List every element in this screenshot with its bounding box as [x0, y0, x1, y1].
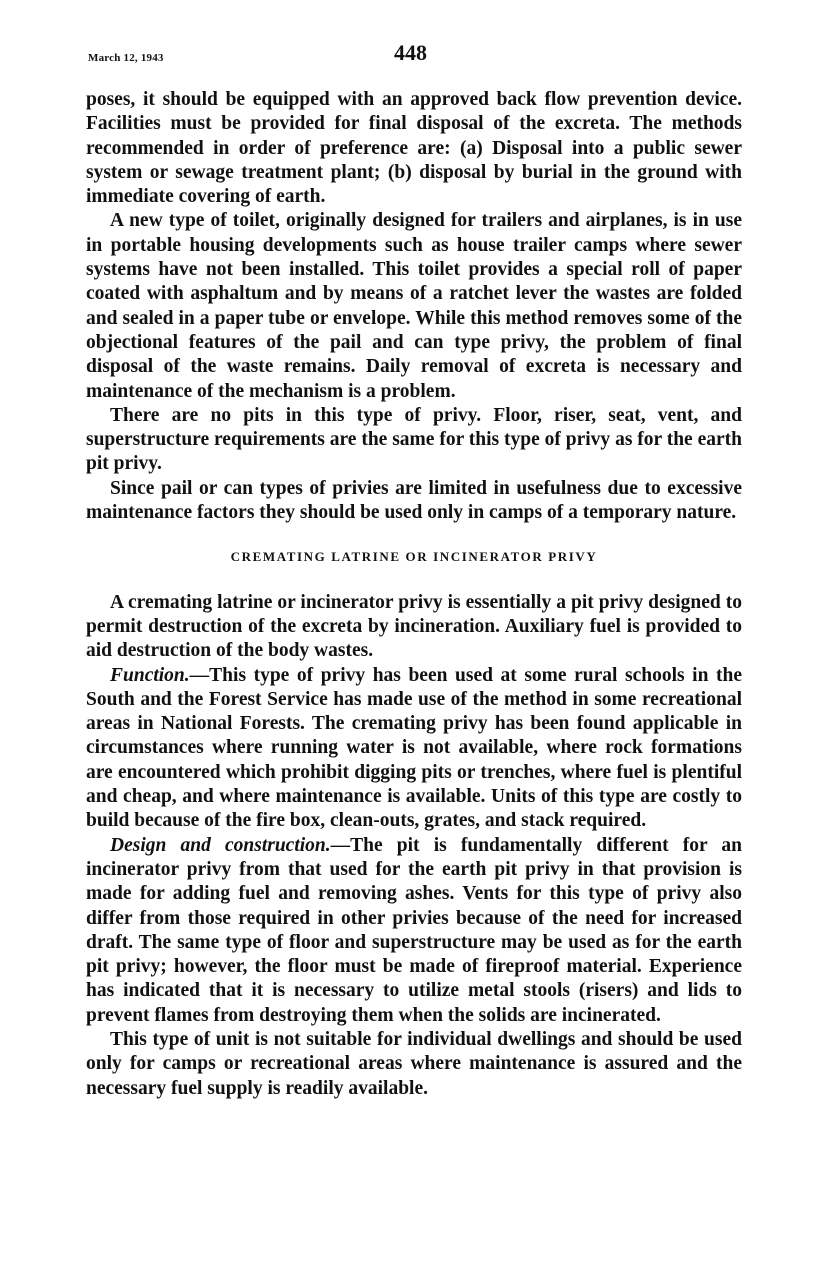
- paragraph-unit-suitability: This type of unit is not suitable for individual dwellings and should be used only for camps or recreational areas where maintenance is assured and the necessary fuel supply is readily available.: [86, 1028, 742, 1099]
- paragraph-pail-can-usefulness: Since pail or can types of privies are limited in usefulness due to excessive maintenance factors they should be used only in camps of a temporary nature.: [86, 477, 742, 524]
- issue-date: March 12, 1943: [88, 52, 164, 64]
- body-text: [86, 88, 742, 1101]
- function-text: —This type of privy has been used at some rural schools in the South and the Forest Service has made use of the method in some recreational areas in National Forests. The cremating privy has been found applicable in circumstances where running water is not available, where rock formations are encountered which prohibit digging pits or trenches, where fuel is plentiful and cheap, and where maintenance is available. Units of this type are costly to build because of the fire box, clean-outs, grates, and stack required.: [86, 664, 742, 832]
- paragraph-cremating-intro: A cremating latrine or incinerator privy is essentially a pit privy designed to permit destruction of the excreta by incineration. Auxiliary fuel is provided to aid destruction of the body wastes.: [86, 591, 742, 662]
- paragraph-portable-toilet: A new type of toilet, originally designed for trailers and airplanes, is in use in portable housing developments such as house trailer camps where sewer systems have not been installed. This toilet provides a special roll of paper coated with asphaltum and by means of a ratchet lever the wastes are folded and sealed in a paper tube or envelope. While this method removes some of the objectional features of the pail and can type privy, the problem of final disposal of the waste remains. Daily removal of excreta is necessary and maintenance of the mechanism is a problem.: [86, 210, 742, 402]
- running-head: [88, 40, 738, 70]
- paragraph-no-pits: There are no pits in this type of privy. Floor, riser, seat, vent, and superstructure requirements are the same for this type of privy as for the earth pit privy.: [86, 404, 742, 475]
- design-text: —The pit is fundamentally different for an incinerator privy from that used for the earth pit privy in that provision is made for adding fuel and removing ashes. Vents for this type of privy also differ from those required in other privies because of the need for increased draft. The same type of floor and superstructure may be used as for the earth pit privy; however, the floor must be made of fireproof material. Experience has indicated that it is necessary to utilize metal stools (risers) and lids to prevent flames from destroying them when the solids are incinerated.: [86, 834, 742, 1026]
- paragraph-design-construction: [86, 834, 742, 1028]
- paragraph-continued: poses, it should be equipped with an approved back flow prevention device. Facilities must be provided for final disposal of the excreta. The methods recommended in order of preference are: (a) Disposal into a public sewer system or sewage treatment plant; (b) disposal by burial in the ground with immediate covering of earth.: [86, 89, 742, 208]
- page-number: 448: [394, 40, 427, 65]
- section-heading: CREMATING LATRINE OR INCINERATOR PRIVY: [230, 549, 598, 565]
- paragraph-function: [86, 664, 742, 834]
- run-in-heading-function: Function.: [110, 664, 190, 686]
- run-in-heading-design: Design and construction.: [110, 834, 331, 856]
